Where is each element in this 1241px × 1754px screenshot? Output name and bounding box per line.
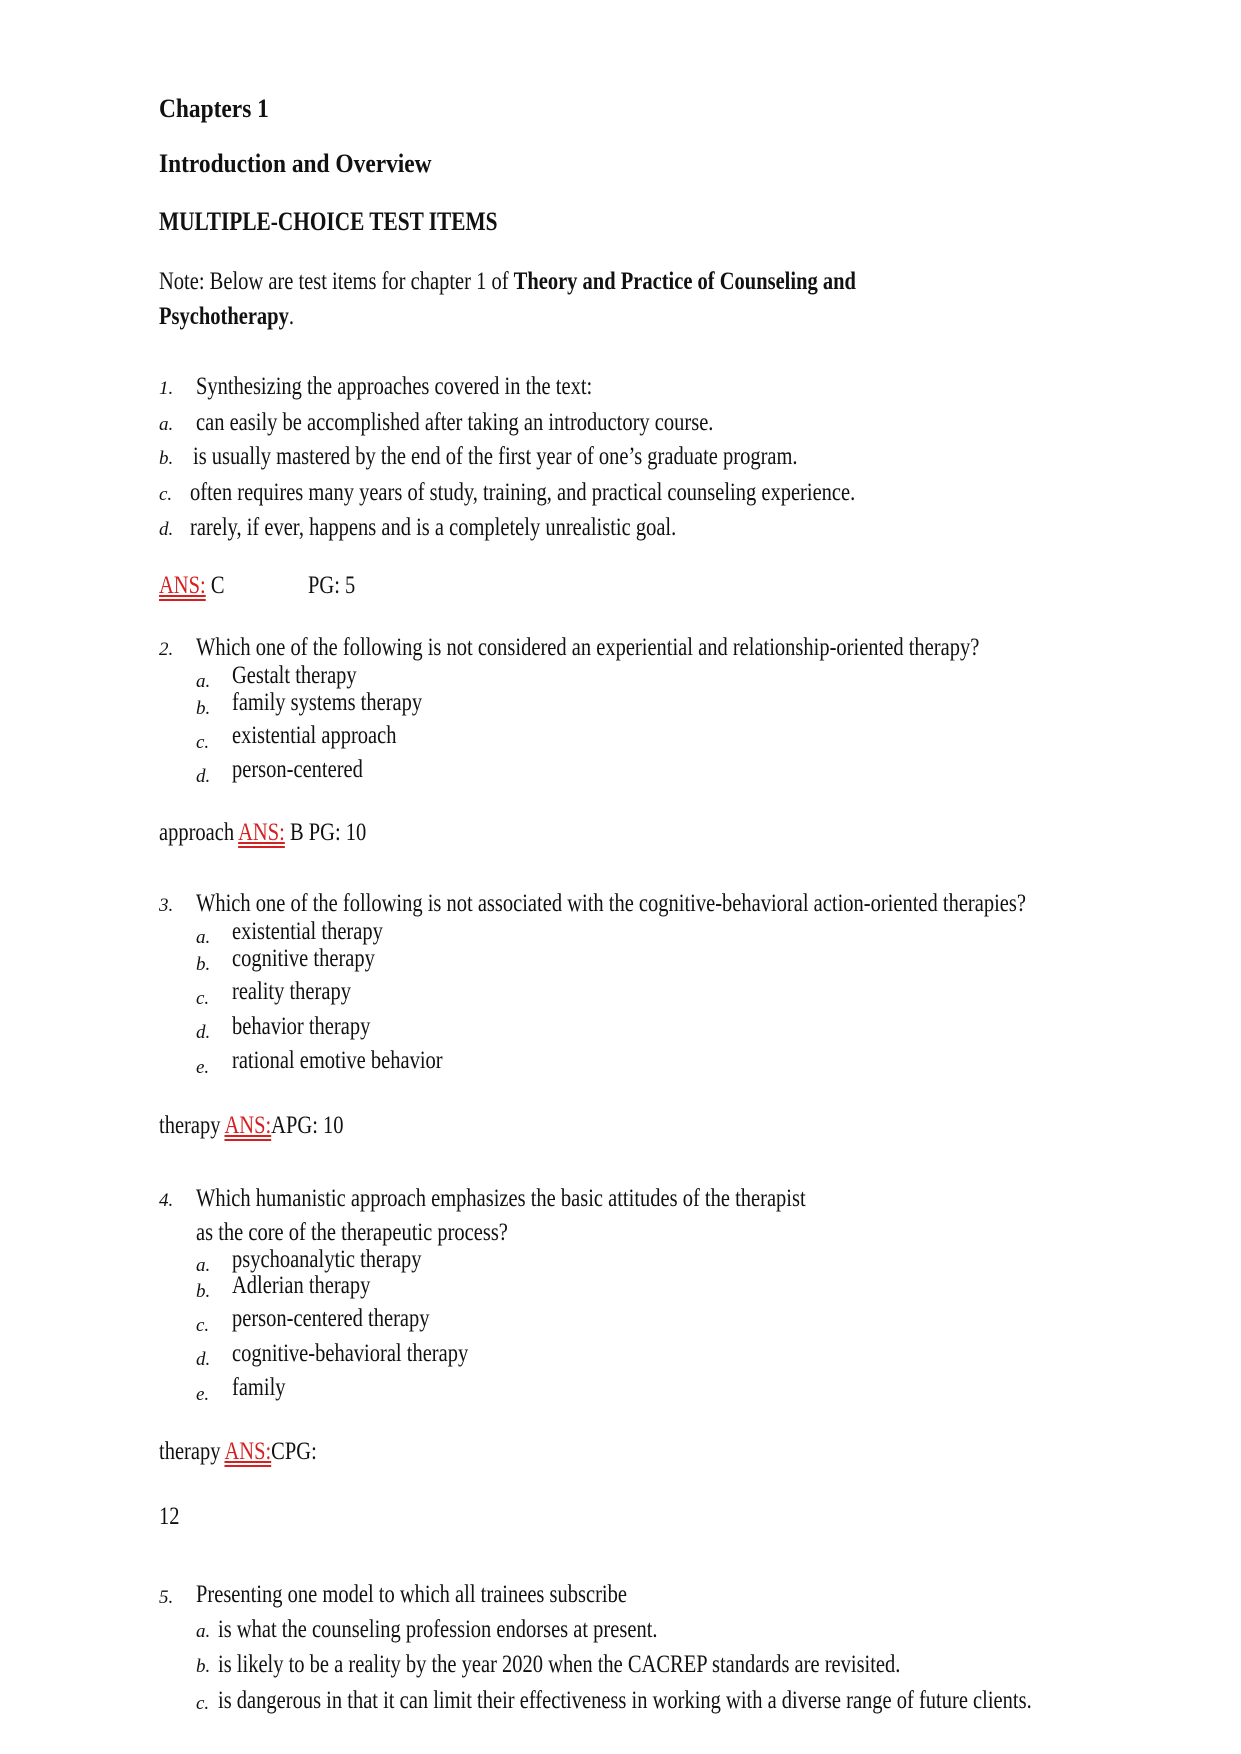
option-text: person-centered therapy xyxy=(232,1305,430,1332)
option-letter: b. xyxy=(196,1656,211,1677)
option-text: is what the counseling profession endorses at present. xyxy=(218,1616,658,1643)
answer-label: ANS: xyxy=(238,819,285,846)
chapter-title: Chapters 1 xyxy=(159,94,269,123)
option-letter: b. xyxy=(196,954,211,975)
answer-prefix: approach xyxy=(159,819,235,846)
answer-prefix: therapy xyxy=(159,1112,221,1139)
answer-value: A xyxy=(271,1112,286,1139)
page-reference: PG: 10 xyxy=(308,819,367,846)
answer-value: C xyxy=(271,1438,285,1465)
option-letter: a. xyxy=(196,1621,211,1642)
answer-line xyxy=(159,818,366,848)
option-text: cognitive-behavioral therapy xyxy=(232,1340,469,1367)
option-letter: b. xyxy=(159,448,174,469)
page-reference: PG: xyxy=(284,1438,317,1465)
option-letter: e. xyxy=(196,1384,210,1405)
subtitle: Introduction and Overview xyxy=(159,149,432,178)
answer-line xyxy=(159,1111,344,1141)
option-letter: d. xyxy=(159,519,174,540)
book-title-line1: Theory and Practice of Counseling and xyxy=(513,268,856,295)
option-letter: a. xyxy=(196,1255,211,1276)
answer-label: ANS: xyxy=(159,572,206,599)
answer-value: B xyxy=(289,819,304,846)
option-text: is likely to be a reality by the year 2020 when the CACREP standards are revisited. xyxy=(218,1651,901,1678)
option-letter: c. xyxy=(159,484,173,505)
question-number: 4. xyxy=(159,1190,174,1211)
note-prefix: Note: Below are test items for chapter 1 of xyxy=(159,268,514,295)
answer-line xyxy=(159,571,225,601)
answer-value: C xyxy=(210,572,225,599)
option-text: rarely, if ever, happens and is a completely unrealistic goal. xyxy=(190,514,677,541)
option-letter: b. xyxy=(196,1281,211,1302)
option-text: behavior therapy xyxy=(232,1013,371,1040)
option-letter: c. xyxy=(196,732,210,753)
answer-prefix: therapy xyxy=(159,1438,221,1465)
question-stem: Which one of the following is not associated with the cognitive-behavioral action-oriented therapies? xyxy=(196,890,1026,917)
page-reference: PG: 5 xyxy=(308,572,356,599)
option-text: family xyxy=(232,1374,286,1401)
question-number: 1. xyxy=(159,378,174,399)
option-letter: c. xyxy=(196,988,210,1009)
note-line-1 xyxy=(159,267,856,297)
answer-line xyxy=(159,1437,317,1467)
option-letter: d. xyxy=(196,1349,211,1370)
option-letter: d. xyxy=(196,766,211,787)
option-text: often requires many years of study, training, and practical counseling experience. xyxy=(190,479,856,506)
answer-label: ANS: xyxy=(224,1112,272,1139)
note-suffix: . xyxy=(288,303,294,330)
question-stem: Which one of the following is not considered an experiential and relationship-oriented therapy? xyxy=(196,634,980,661)
option-text: existential approach xyxy=(232,722,397,749)
question-stem-line2: as the core of the therapeutic process? xyxy=(196,1219,508,1246)
book-title-line2: Psychotherapy xyxy=(159,303,289,330)
page-number-line: 12 xyxy=(159,1503,180,1530)
option-letter: b. xyxy=(196,698,211,719)
option-letter: e. xyxy=(196,1057,210,1078)
option-text: psychoanalytic therapy xyxy=(232,1246,422,1273)
option-text: is dangerous in that it can limit their effectiveness in working with a diverse range of future clients. xyxy=(218,1687,1032,1714)
question-stem: Synthesizing the approaches covered in the text: xyxy=(196,373,593,400)
page-reference: PG: 10 xyxy=(285,1112,344,1139)
option-text: is usually mastered by the end of the first year of one’s graduate program. xyxy=(193,443,798,470)
option-text: can easily be accomplished after taking an introductory course. xyxy=(196,409,714,436)
option-text: person-centered xyxy=(232,756,363,783)
option-letter: c. xyxy=(196,1315,210,1336)
answer-label: ANS: xyxy=(224,1438,272,1465)
option-letter: a. xyxy=(196,671,211,692)
question-number: 5. xyxy=(159,1587,174,1608)
option-letter: a. xyxy=(196,927,211,948)
option-text: cognitive therapy xyxy=(232,945,375,972)
option-text: rational emotive behavior xyxy=(232,1047,443,1074)
option-letter: d. xyxy=(196,1022,211,1043)
question-number: 2. xyxy=(159,639,174,660)
question-stem-line1: Which humanistic approach emphasizes the basic attitudes of the therapist xyxy=(196,1185,806,1212)
question-number: 3. xyxy=(159,895,174,916)
option-letter: a. xyxy=(159,414,174,435)
question-stem: Presenting one model to which all trainees subscribe xyxy=(196,1581,627,1608)
option-text: Gestalt therapy xyxy=(232,662,357,689)
option-text: Adlerian therapy xyxy=(232,1272,371,1299)
option-text: existential therapy xyxy=(232,918,383,945)
note-line-2 xyxy=(159,302,294,332)
option-text: family systems therapy xyxy=(232,689,423,716)
option-letter: c. xyxy=(196,1693,210,1714)
section-title: MULTIPLE-CHOICE TEST ITEMS xyxy=(159,207,498,236)
option-text: reality therapy xyxy=(232,978,351,1005)
